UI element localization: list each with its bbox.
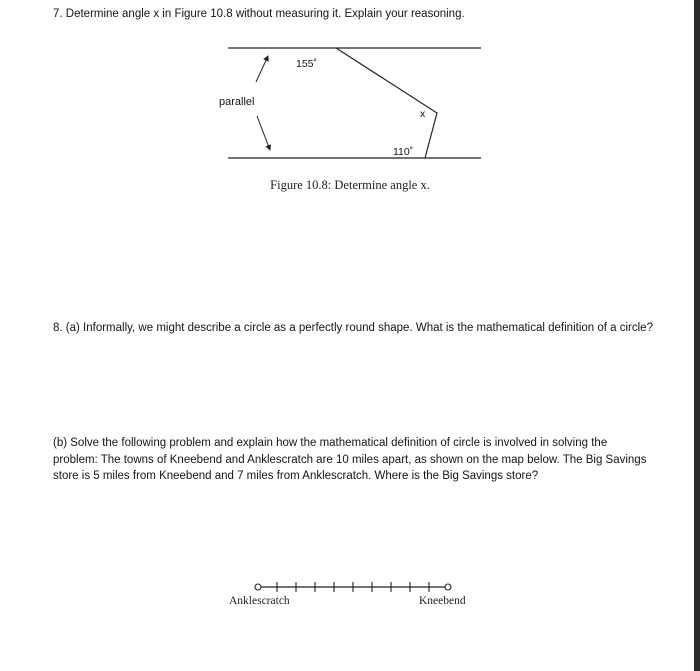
- scrollbar-edge[interactable]: [694, 0, 700, 671]
- kneebend-label: Kneebend: [419, 595, 466, 607]
- angle-x-label: x: [420, 108, 426, 120]
- kneebend-point: [445, 584, 451, 590]
- angle-110-label: 110˚: [393, 146, 414, 158]
- question-8b-text: (b) Solve the following problem and explain how the mathematical definition of circle is involved in solving the problem: The towns of Kneebend and Anklescratch are 10 miles apart, as shown on the map below. The Big Savings store is 5 miles from Kneebend and 7 miles from Anklescratch. Where is the Big Savings store?: [53, 437, 647, 482]
- angle-155-label: 155˚: [296, 58, 318, 70]
- question-7-text: 7. Determine angle x in Figure 10.8 without measuring it. Explain your reasoning.: [53, 8, 465, 20]
- anklescratch-point: [255, 584, 261, 590]
- parallel-label: parallel: [219, 96, 255, 108]
- figure-caption: Figure 10.8: Determine angle x.: [270, 178, 430, 192]
- question-8a-text: 8. (a) Informally, we might describe a circle as a perfectly round shape. What is the mathematical definition of a circle?: [53, 322, 653, 334]
- anklescratch-label: Anklescratch: [229, 595, 290, 607]
